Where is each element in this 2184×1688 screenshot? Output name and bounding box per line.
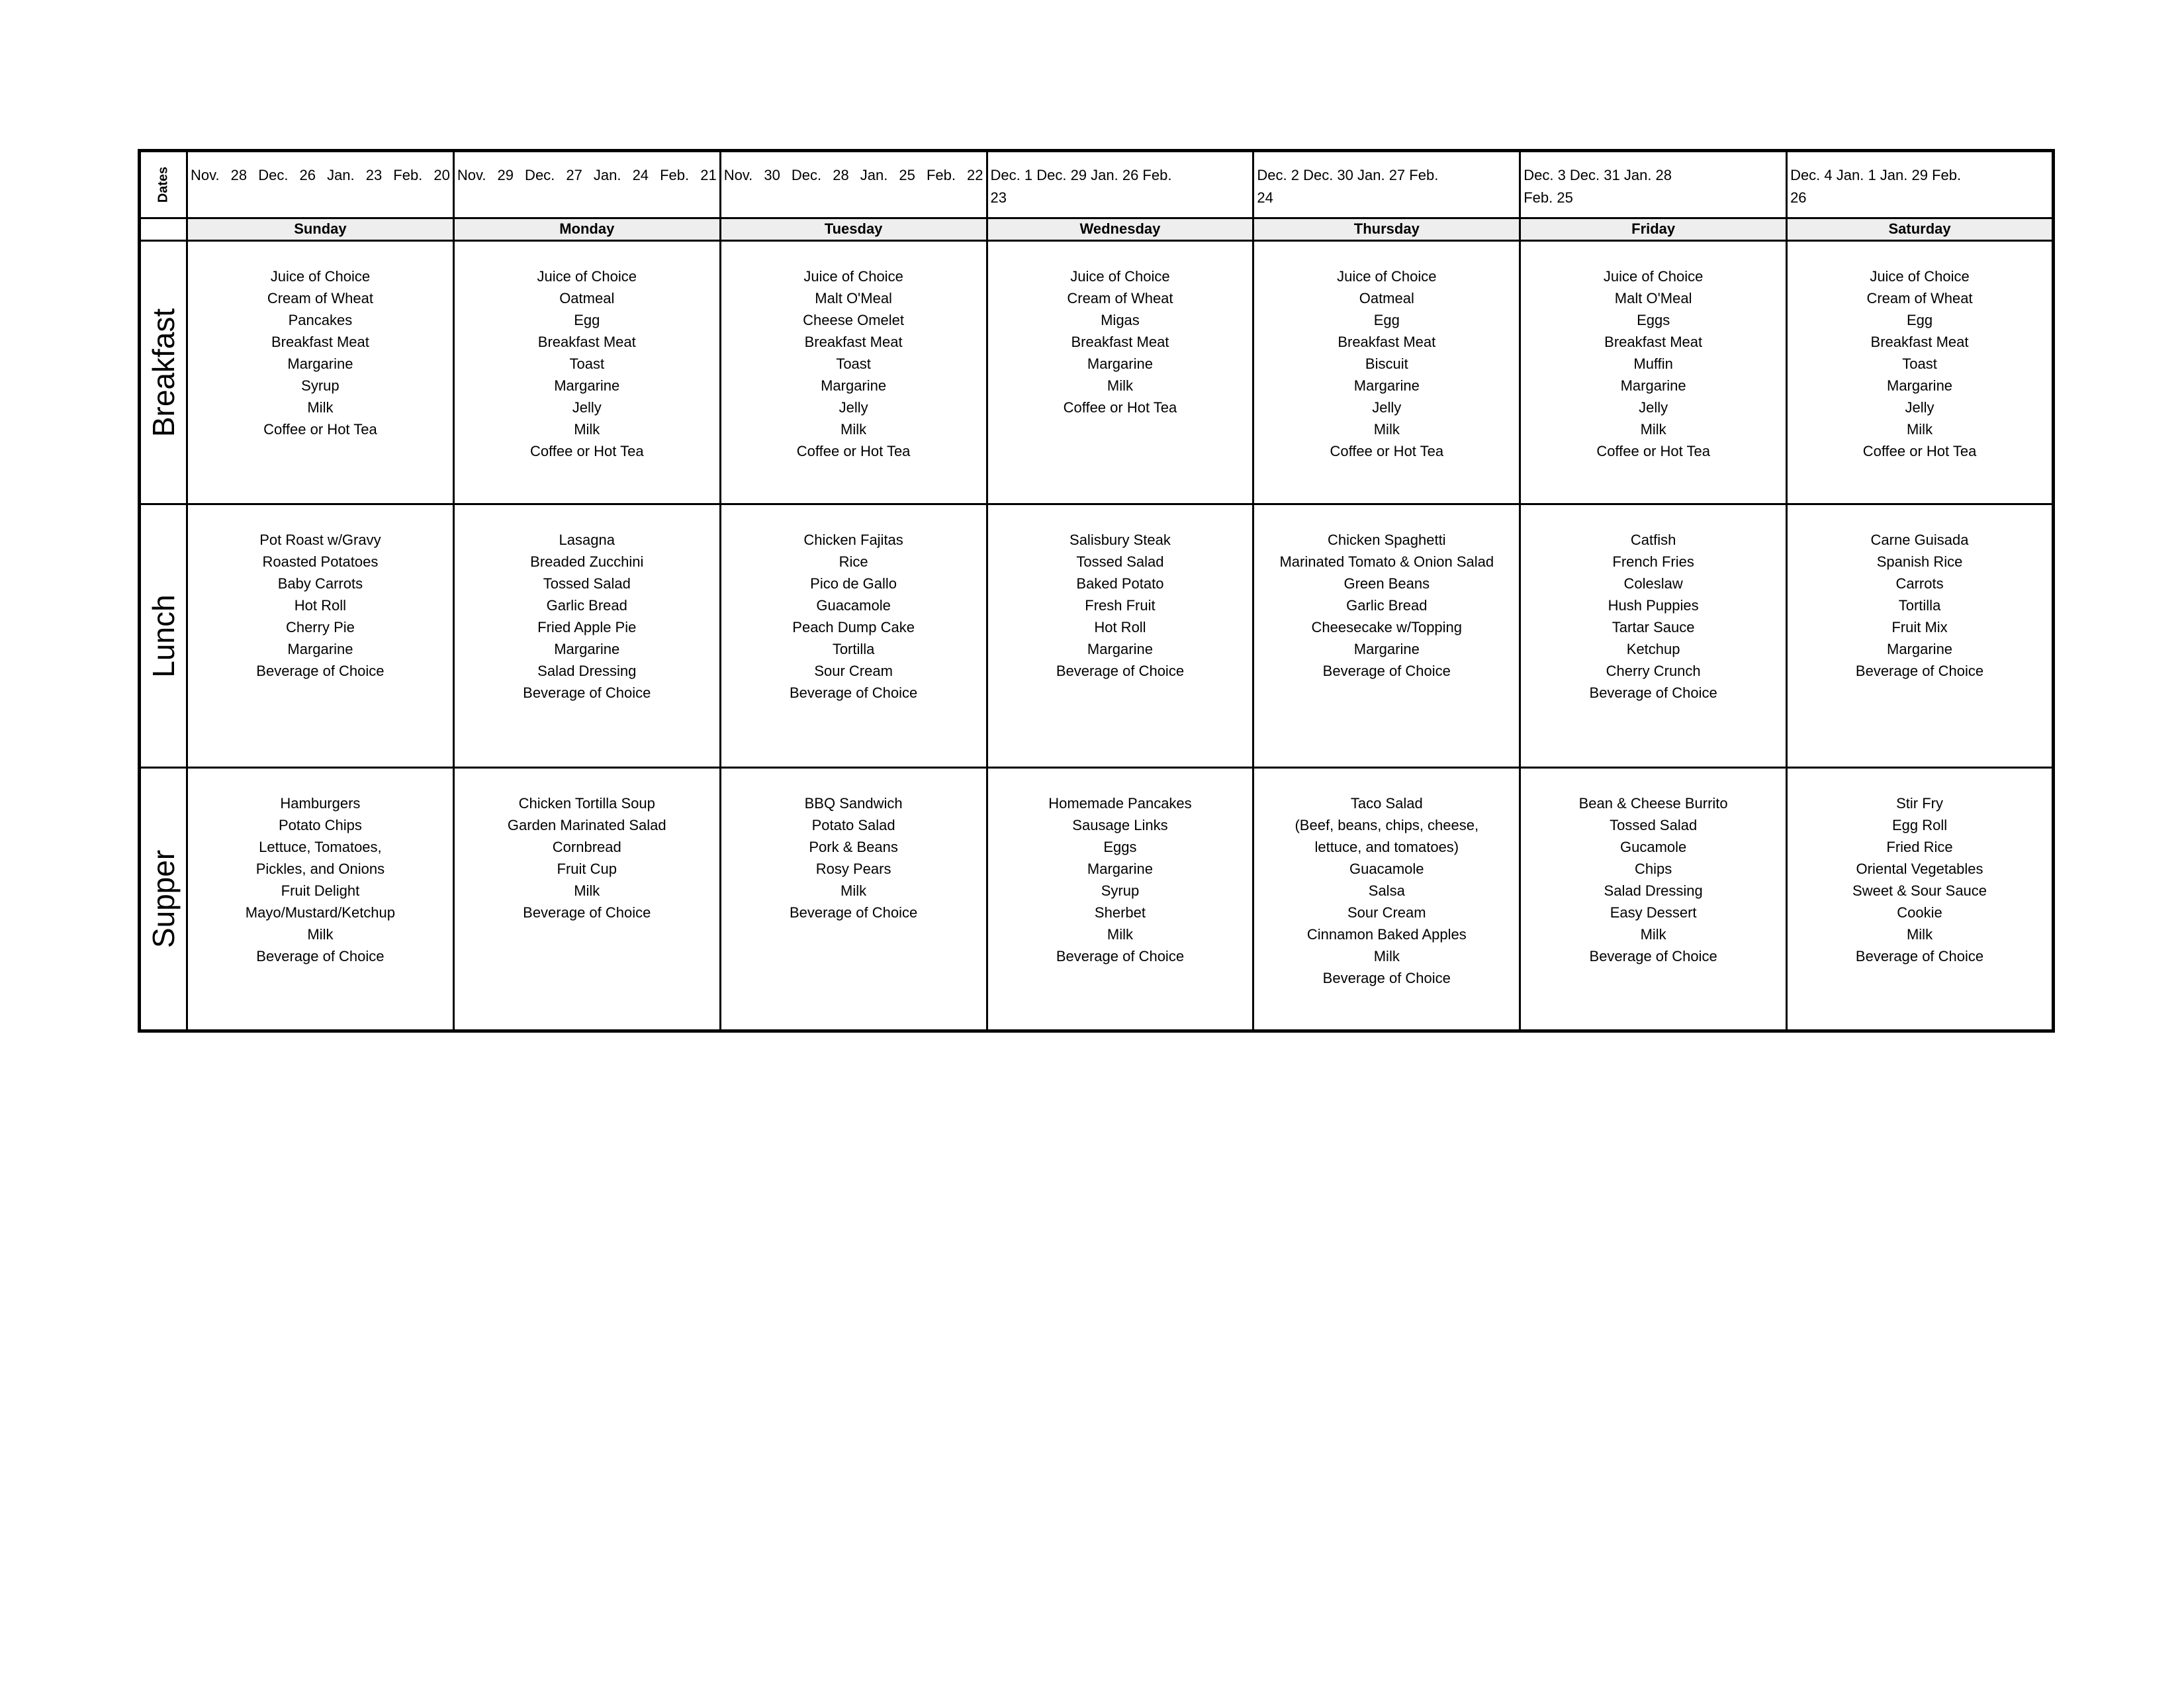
menu-item: Beverage of Choice xyxy=(1056,948,1185,964)
dates-label-cell xyxy=(140,151,187,218)
menu-item: Margarine xyxy=(1353,641,1420,657)
menu-item: Margarine xyxy=(1353,377,1420,394)
menu-item: Beverage of Choice xyxy=(1855,948,1984,964)
menu-item: Tossed Salad xyxy=(543,575,631,592)
date-line: 23 xyxy=(990,189,1007,206)
menu-item: Chicken Fajitas xyxy=(803,532,903,548)
menu-item: Milk xyxy=(1906,926,1933,943)
menu-item: Oatmeal xyxy=(1359,290,1414,306)
menu-item: Toast xyxy=(569,355,605,372)
date-line: 24 xyxy=(1257,189,1273,206)
menu-item: Muffin xyxy=(1633,355,1673,372)
menu-item: Bean & Cheese Burrito xyxy=(1578,795,1728,812)
menu-item: Taco Salad xyxy=(1350,795,1423,812)
menu-item: Sausage Links xyxy=(1072,817,1168,833)
menu-item: Chicken Tortilla Soup xyxy=(518,795,655,812)
menu-item: Juice of Choice xyxy=(537,268,637,285)
date-line: Dec. 2 Dec. 30 Jan. 27 Feb. xyxy=(1257,167,1439,183)
menu-item: Cherry Pie xyxy=(285,619,355,635)
meal-label-supper: Supper xyxy=(146,849,181,949)
menu-item: Roasted Potatoes xyxy=(262,553,379,570)
date-line: Dec. 1 Dec. 29 Jan. 26 Feb. xyxy=(990,167,1172,183)
menu-item: Margarine xyxy=(1087,355,1153,372)
breakfast-cell-friday xyxy=(1520,241,1787,504)
supper-cell-tuesday xyxy=(720,768,987,1031)
menu-item: Cheesecake w/Topping xyxy=(1311,619,1463,635)
supper-cell-friday xyxy=(1520,768,1787,1031)
menu-item: Peach Dump Cake xyxy=(792,619,915,635)
menu-item: Pancakes xyxy=(288,312,353,328)
menu-item: Fried Rice xyxy=(1886,839,1953,855)
menu-item: Coffee or Hot Tea xyxy=(1330,443,1444,459)
menu-item: Stir Fry xyxy=(1896,795,1943,812)
menu-item: Gucamole xyxy=(1620,839,1687,855)
lunch-cell-saturday xyxy=(1787,504,2054,768)
menu-item: Tortilla xyxy=(1898,597,1941,614)
date-cell-wednesday xyxy=(987,151,1253,218)
menu-item: Pickles, and Onions xyxy=(255,861,385,877)
lunch-cell-thursday xyxy=(1253,504,1520,768)
menu-item: Margarine xyxy=(1887,641,1953,657)
day-name-tuesday: Tuesday xyxy=(720,218,987,241)
menu-item: Juice of Choice xyxy=(1603,268,1704,285)
menu-item: Margarine xyxy=(554,377,620,394)
meal-label-cell-lunch xyxy=(140,504,187,768)
date-line: Dec. 3 Dec. 31 Jan. 28 xyxy=(1524,167,1672,183)
menu-item: Margarine xyxy=(287,641,353,657)
menu-item: Hot Roll xyxy=(294,597,347,614)
breakfast-cell-monday xyxy=(453,241,720,504)
menu-item: Tossed Salad xyxy=(1076,553,1164,570)
menu-item: Hamburgers xyxy=(280,795,361,812)
menu-item: Rosy Pears xyxy=(815,861,891,877)
menu-item: Beverage of Choice xyxy=(789,904,918,921)
day-row-corner xyxy=(140,218,187,241)
meal-label-breakfast: Breakfast xyxy=(146,308,181,437)
menu-item: Juice of Choice xyxy=(1070,268,1170,285)
date-cell-thursday xyxy=(1253,151,1520,218)
menu-item: Salad Dressing xyxy=(537,663,637,679)
day-name-saturday: Saturday xyxy=(1787,218,2054,241)
menu-item: Hush Puppies xyxy=(1608,597,1699,614)
menu-item: Salsa xyxy=(1368,882,1405,899)
menu-item: Marinated Tomato & Onion Salad xyxy=(1279,553,1494,570)
menu-item: Breakfast Meat xyxy=(1604,334,1703,350)
menu-item: Milk xyxy=(1373,948,1400,964)
menu-item: Milk xyxy=(1640,421,1666,438)
menu-item: Coffee or Hot Tea xyxy=(529,443,644,459)
menu-item: Breakfast Meat xyxy=(1071,334,1169,350)
breakfast-cell-tuesday xyxy=(720,241,987,504)
meal-row-supper xyxy=(140,768,2054,1031)
menu-item: Tartar Sauce xyxy=(1612,619,1695,635)
menu-item: Garlic Bread xyxy=(546,597,627,614)
menu-item: Beverage of Choice xyxy=(1855,663,1984,679)
menu-item: Malt O'Meal xyxy=(815,290,892,306)
menu-item: Coffee or Hot Tea xyxy=(1862,443,1977,459)
menu-item: Cherry Crunch xyxy=(1606,663,1701,679)
date-line: Feb. 25 xyxy=(1524,189,1573,206)
dates-row xyxy=(140,151,2054,218)
menu-item: Baby Carrots xyxy=(277,575,363,592)
menu-item: Potato Salad xyxy=(811,817,895,833)
menu-item: Pot Roast w/Gravy xyxy=(259,532,381,548)
menu-item: Margarine xyxy=(1887,377,1953,394)
menu-item: Lasagna xyxy=(559,532,615,548)
menu-item: Egg xyxy=(574,312,600,328)
menu-item: Sour Cream xyxy=(1347,904,1426,921)
menu-item: Jelly xyxy=(572,399,602,416)
date-line: Nov. 30 Dec. 28 Jan. 25 Feb. 22 xyxy=(723,167,983,183)
menu-item: Breakfast Meat xyxy=(271,334,369,350)
menu-item: Egg xyxy=(1373,312,1400,328)
menu-item: Milk xyxy=(1107,377,1133,394)
menu-item: Breakfast Meat xyxy=(1870,334,1969,350)
menu-body xyxy=(140,151,2054,1031)
menu-item: Pico de Gallo xyxy=(810,575,897,592)
menu-item: Fresh Fruit xyxy=(1085,597,1156,614)
menu-item: Green Beans xyxy=(1343,575,1430,592)
menu-item: Ketchup xyxy=(1626,641,1680,657)
menu-table xyxy=(138,149,2055,1033)
breakfast-cell-saturday xyxy=(1787,241,2054,504)
menu-item: Fruit Cup xyxy=(557,861,617,877)
meal-label-lunch: Lunch xyxy=(146,594,181,678)
breakfast-cell-wednesday xyxy=(987,241,1253,504)
menu-item: Fruit Delight xyxy=(281,882,360,899)
menu-item: Toast xyxy=(1902,355,1937,372)
supper-cell-wednesday xyxy=(987,768,1253,1031)
date-cell-monday xyxy=(453,151,720,218)
menu-item: Guacamole xyxy=(816,597,891,614)
menu-item: Juice of Choice xyxy=(1870,268,1970,285)
menu-item: Salad Dressing xyxy=(1604,882,1703,899)
date-line: 26 xyxy=(1790,189,1807,206)
menu-item: Mayo/Mustard/Ketchup xyxy=(245,904,396,921)
menu-item: Egg Roll xyxy=(1891,817,1948,833)
menu-item: Garden Marinated Salad xyxy=(507,817,666,833)
day-name-row xyxy=(140,218,2054,241)
menu-item: Milk xyxy=(1373,421,1400,438)
menu-item: Cookie xyxy=(1897,904,1942,921)
menu-item: Milk xyxy=(1640,926,1666,943)
menu-item: Rice xyxy=(839,553,868,570)
menu-item: Beverage of Choice xyxy=(523,684,651,701)
menu-item: Cheese Omelet xyxy=(803,312,905,328)
menu-item: Lettuce, Tomatoes, xyxy=(259,839,382,855)
menu-item: Easy Dessert xyxy=(1610,904,1697,921)
menu-item: BBQ Sandwich xyxy=(804,795,903,812)
menu-item: Garlic Bread xyxy=(1346,597,1428,614)
menu-item: Breaded Zucchini xyxy=(530,553,644,570)
supper-cell-saturday xyxy=(1787,768,2054,1031)
menu-item: Milk xyxy=(841,421,867,438)
menu-item: Coleslaw xyxy=(1623,575,1683,592)
supper-cell-monday xyxy=(453,768,720,1031)
menu-item: Potato Chips xyxy=(278,817,362,833)
day-name-monday: Monday xyxy=(453,218,720,241)
meal-label-cell-breakfast xyxy=(140,241,187,504)
menu-item: Sherbet xyxy=(1094,904,1146,921)
menu-item: Sour Cream xyxy=(814,663,893,679)
meal-row-lunch xyxy=(140,504,2054,768)
menu-item: French Fries xyxy=(1612,553,1694,570)
menu-item: Pork & Beans xyxy=(809,839,898,855)
menu-item: Cinnamon Baked Apples xyxy=(1306,926,1467,943)
menu-item: Milk xyxy=(1906,421,1933,438)
menu-item: Eggs xyxy=(1103,839,1137,855)
menu-item: Margarine xyxy=(1087,641,1153,657)
day-name-friday: Friday xyxy=(1520,218,1787,241)
menu-item: Breakfast Meat xyxy=(1338,334,1436,350)
menu-item: Tossed Salad xyxy=(1610,817,1698,833)
menu-item: Margarine xyxy=(1620,377,1686,394)
lunch-cell-friday xyxy=(1520,504,1787,768)
menu-item: Beverage of Choice xyxy=(1322,970,1451,986)
menu-item: Breakfast Meat xyxy=(537,334,636,350)
menu-item: Carne Guisada xyxy=(1870,532,1969,548)
menu-item: Milk xyxy=(841,882,867,899)
menu-item: Fruit Mix xyxy=(1891,619,1948,635)
menu-item: Cream of Wheat xyxy=(1866,290,1973,306)
menu-item: Beverage of Choice xyxy=(1056,663,1185,679)
menu-item: Beverage of Choice xyxy=(1589,684,1717,701)
menu-item: Margarine xyxy=(554,641,620,657)
menu-item: Beverage of Choice xyxy=(256,948,385,964)
menu-item: Cream of Wheat xyxy=(267,290,373,306)
menu-item: Eggs xyxy=(1637,312,1670,328)
date-cell-sunday xyxy=(187,151,454,218)
menu-item: Sweet & Sour Sauce xyxy=(1852,882,1987,899)
lunch-cell-wednesday xyxy=(987,504,1253,768)
menu-item: Beverage of Choice xyxy=(1322,663,1451,679)
menu-item: Jelly xyxy=(839,399,868,416)
menu-item: Coffee or Hot Tea xyxy=(263,421,377,438)
supper-cell-thursday xyxy=(1253,768,1520,1031)
menu-item: Oatmeal xyxy=(559,290,615,306)
date-line: Nov. 29 Dec. 27 Jan. 24 Feb. 21 xyxy=(457,167,717,183)
menu-item: Margarine xyxy=(821,377,887,394)
menu-item: Cream of Wheat xyxy=(1067,290,1173,306)
menu-item: Baked Potato xyxy=(1076,575,1164,592)
menu-item: Margarine xyxy=(1087,861,1153,877)
date-line: Nov. 28 Dec. 26 Jan. 23 Feb. 20 xyxy=(191,167,450,183)
menu-item: Juice of Choice xyxy=(270,268,371,285)
menu-item: Milk xyxy=(307,926,334,943)
lunch-cell-sunday xyxy=(187,504,454,768)
menu-item: Chicken Spaghetti xyxy=(1328,532,1446,548)
menu-item: (Beef, beans, chips, cheese, xyxy=(1295,817,1479,833)
day-name-sunday: Sunday xyxy=(187,218,454,241)
menu-item: Spanish Rice xyxy=(1876,553,1963,570)
menu-item: Beverage of Choice xyxy=(1589,948,1717,964)
date-cell-tuesday xyxy=(720,151,987,218)
menu-item: Malt O'Meal xyxy=(1614,290,1692,306)
menu-item: Coffee or Hot Tea xyxy=(1063,399,1177,416)
date-line: Dec. 4 Jan. 1 Jan. 29 Feb. xyxy=(1790,167,1962,183)
menu-item: Syrup xyxy=(301,377,340,394)
menu-item: Beverage of Choice xyxy=(523,904,651,921)
menu-item: Milk xyxy=(574,421,600,438)
menu-item: Toast xyxy=(836,355,871,372)
supper-cell-sunday xyxy=(187,768,454,1031)
menu-item: Carrots xyxy=(1895,575,1944,592)
menu-item: Coffee or Hot Tea xyxy=(1596,443,1710,459)
menu-item: Migas xyxy=(1101,312,1140,328)
date-cell-saturday xyxy=(1787,151,2054,218)
menu-item: Egg xyxy=(1906,312,1933,328)
menu-item: Oriental Vegetables xyxy=(1856,861,1983,877)
menu-item: Juice of Choice xyxy=(803,268,903,285)
date-cell-friday xyxy=(1520,151,1787,218)
menu-item: Salisbury Steak xyxy=(1069,532,1171,548)
menu-item: Hot Roll xyxy=(1094,619,1146,635)
menu-item: Jelly xyxy=(1639,399,1668,416)
dates-label: Dates xyxy=(156,166,171,203)
menu-item: Syrup xyxy=(1101,882,1140,899)
menu-item: Tortilla xyxy=(832,641,875,657)
menu-item: Fried Apple Pie xyxy=(537,619,637,635)
meal-row-breakfast xyxy=(140,241,2054,504)
menu-item: Guacamole xyxy=(1349,861,1424,877)
menu-item: Jelly xyxy=(1372,399,1402,416)
menu-item: Juice of Choice xyxy=(1337,268,1437,285)
menu-item: Beverage of Choice xyxy=(789,684,918,701)
meal-label-cell-supper xyxy=(140,768,187,1031)
menu-item: Jelly xyxy=(1905,399,1934,416)
menu-item: Milk xyxy=(1107,926,1133,943)
menu-item: Homemade Pancakes xyxy=(1048,795,1192,812)
menu-item: Coffee or Hot Tea xyxy=(796,443,911,459)
day-name-thursday: Thursday xyxy=(1253,218,1520,241)
menu-item: Beverage of Choice xyxy=(256,663,385,679)
day-name-wednesday: Wednesday xyxy=(987,218,1253,241)
menu-item: Milk xyxy=(307,399,334,416)
menu-item: lettuce, and tomatoes) xyxy=(1314,839,1459,855)
menu-item: Chips xyxy=(1635,861,1672,877)
menu-item: Cornbread xyxy=(552,839,621,855)
menu-item: Milk xyxy=(574,882,600,899)
breakfast-cell-thursday xyxy=(1253,241,1520,504)
breakfast-cell-sunday xyxy=(187,241,454,504)
menu-item: Margarine xyxy=(287,355,353,372)
lunch-cell-monday xyxy=(453,504,720,768)
menu-item: Catfish xyxy=(1630,532,1676,548)
menu-item: Breakfast Meat xyxy=(804,334,903,350)
lunch-cell-tuesday xyxy=(720,504,987,768)
menu-item: Biscuit xyxy=(1365,355,1408,372)
